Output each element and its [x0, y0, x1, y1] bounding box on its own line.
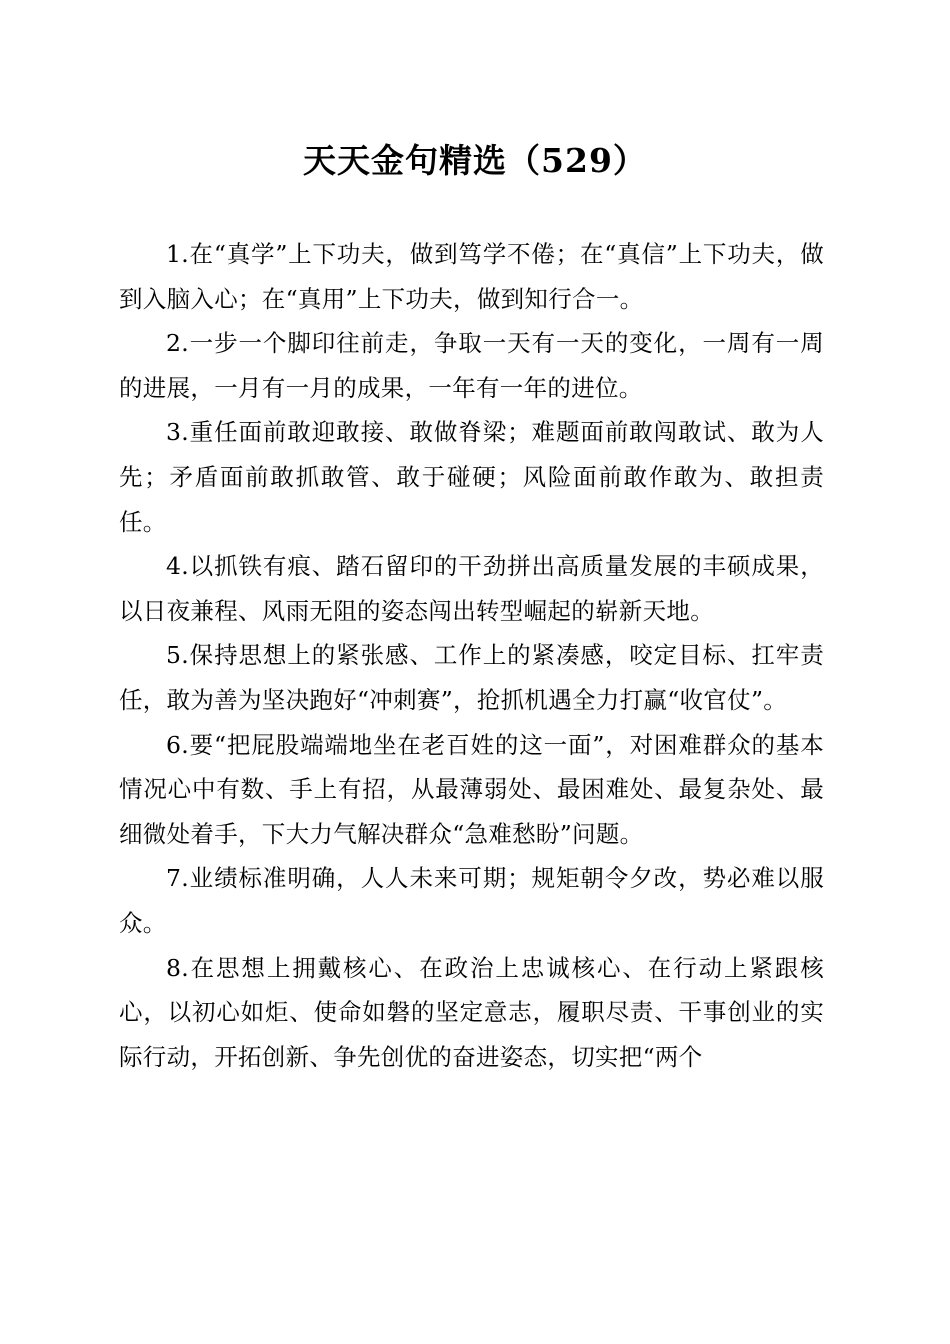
quote-item-6: 6.要“把屁股端端地坐在老百姓的这一面”，对困难群众的基本情况心中有数、手上有招，从最薄弱处、最困难处、最复杂处、最细微处着手，下大力气解决群众“急难愁盼”问题。	[119, 730, 824, 848]
quote-item-8: 8.在思想上拥戴核心、在政治上忠诚核心、在行动上紧跟核心，以初心如炬、使命如磐的坚定意志，履职尽责、干事创业的实际行动，开拓创新、争先创优的奋进姿态，切实把“两个	[119, 953, 824, 1071]
quote-item-2: 2.一步一个脚印往前走，争取一天有一天的变化，一周有一周的进展，一月有一月的成果，一年有一年的进位。	[119, 329, 824, 402]
document-body	[119, 232, 824, 1079]
quote-item-5: 5.保持思想上的紧张感、工作上的紧凑感，咬定目标、扛牢责任，敢为善为坚决跑好“冲刺赛”，抢抓机遇全力打赢“收官仗”。	[119, 641, 824, 714]
quote-item-7: 7.业绩标准明确，人人未来可期；规矩朝令夕改，势必难以服众。	[119, 864, 824, 937]
page-title: 天天金句精选（529）	[303, 141, 647, 180]
quote-item-4: 4.以抓铁有痕、踏石留印的干劲拼出高质量发展的丰硕成果，以日夜兼程、风雨无阻的姿态闯出转型崛起的崭新天地。	[119, 552, 824, 625]
quote-item-3: 3.重任面前敢迎敢接、敢做脊梁；难题面前敢闯敢试、敢为人先；矛盾面前敢抓敢管、敢于碰硬；风险面前敢作敢为、敢担责任。	[119, 418, 824, 536]
quote-item-1: 1.在“真学”上下功夫，做到笃学不倦；在“真信”上下功夫，做到入脑入心；在“真用”上下功夫，做到知行合一。	[119, 240, 824, 313]
